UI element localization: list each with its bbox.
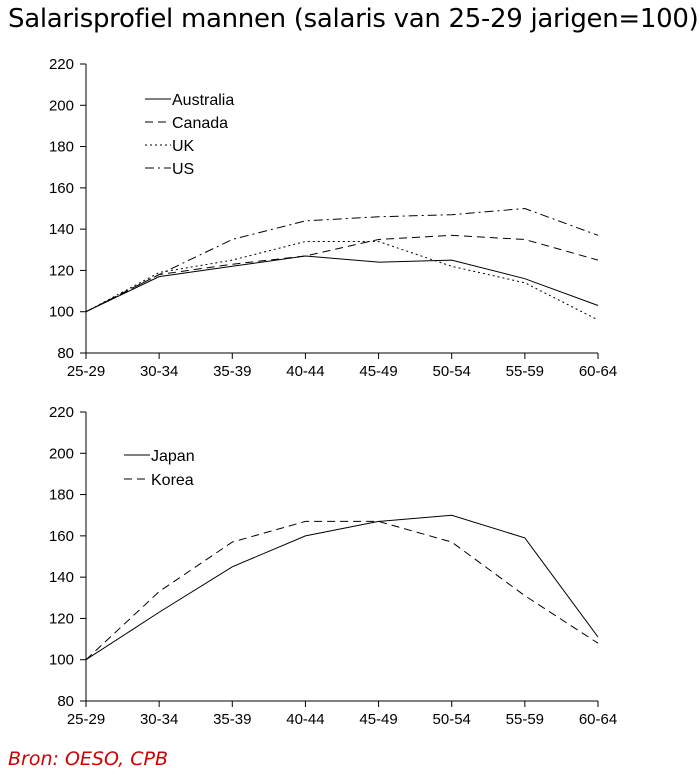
legend-label-australia: Australia	[172, 92, 235, 109]
legend-label-canada: Canada	[172, 115, 229, 132]
x-tick-label: 40-44	[286, 711, 325, 728]
y-tick-label: 180	[48, 486, 74, 504]
y-tick-label: 160	[48, 527, 74, 545]
series-line-us	[86, 209, 598, 312]
x-tick-label: 50-54	[432, 711, 471, 728]
y-tick-label: 220	[48, 56, 74, 73]
y-tick-label: 160	[48, 179, 74, 197]
x-tick-label: 45-49	[359, 363, 398, 380]
y-tick-label: 80	[57, 693, 74, 710]
y-tick-label: 120	[48, 262, 74, 280]
y-tick-label: 200	[48, 97, 74, 115]
y-tick-label: 100	[48, 651, 74, 669]
x-tick-label: 60-64	[578, 711, 618, 728]
series-line-australia	[86, 256, 598, 312]
x-tick-label: 35-39	[213, 363, 252, 380]
chart-title: Salarisprofiel mannen (salaris van 25-29 jarigen=100)	[8, 4, 699, 34]
x-tick-label: 30-34	[139, 363, 179, 380]
legend-label-us: US	[172, 161, 195, 178]
y-tick-label: 200	[48, 445, 74, 463]
x-tick-label: 25-29	[66, 363, 106, 380]
x-tick-label: 55-59	[505, 363, 545, 380]
x-tick-label: 45-49	[359, 711, 398, 728]
series-line-korea	[86, 521, 598, 659]
x-tick-label: 60-64	[578, 363, 618, 380]
series-line-uk	[86, 242, 598, 320]
source-note: Bron: OESO, CPB	[8, 748, 168, 770]
x-tick-label: 30-34	[139, 711, 179, 728]
x-tick-label: 40-44	[286, 363, 325, 380]
series-line-japan	[86, 515, 598, 660]
legend-label-uk: UK	[172, 138, 195, 155]
y-tick-label: 100	[48, 303, 74, 321]
series-line-canada	[86, 235, 598, 311]
x-tick-label: 50-54	[432, 363, 471, 380]
y-tick-label: 80	[57, 345, 74, 362]
legend-label-korea: Korea	[151, 472, 194, 489]
y-tick-label: 180	[48, 138, 74, 156]
y-tick-label: 140	[48, 569, 74, 587]
x-tick-label: 55-59	[505, 711, 545, 728]
x-tick-label: 25-29	[66, 711, 106, 728]
legend-label-japan: Japan	[151, 448, 195, 465]
y-tick-label: 120	[48, 610, 74, 628]
y-tick-label: 220	[48, 404, 74, 421]
y-tick-label: 140	[48, 221, 74, 239]
x-tick-label: 35-39	[213, 711, 252, 728]
